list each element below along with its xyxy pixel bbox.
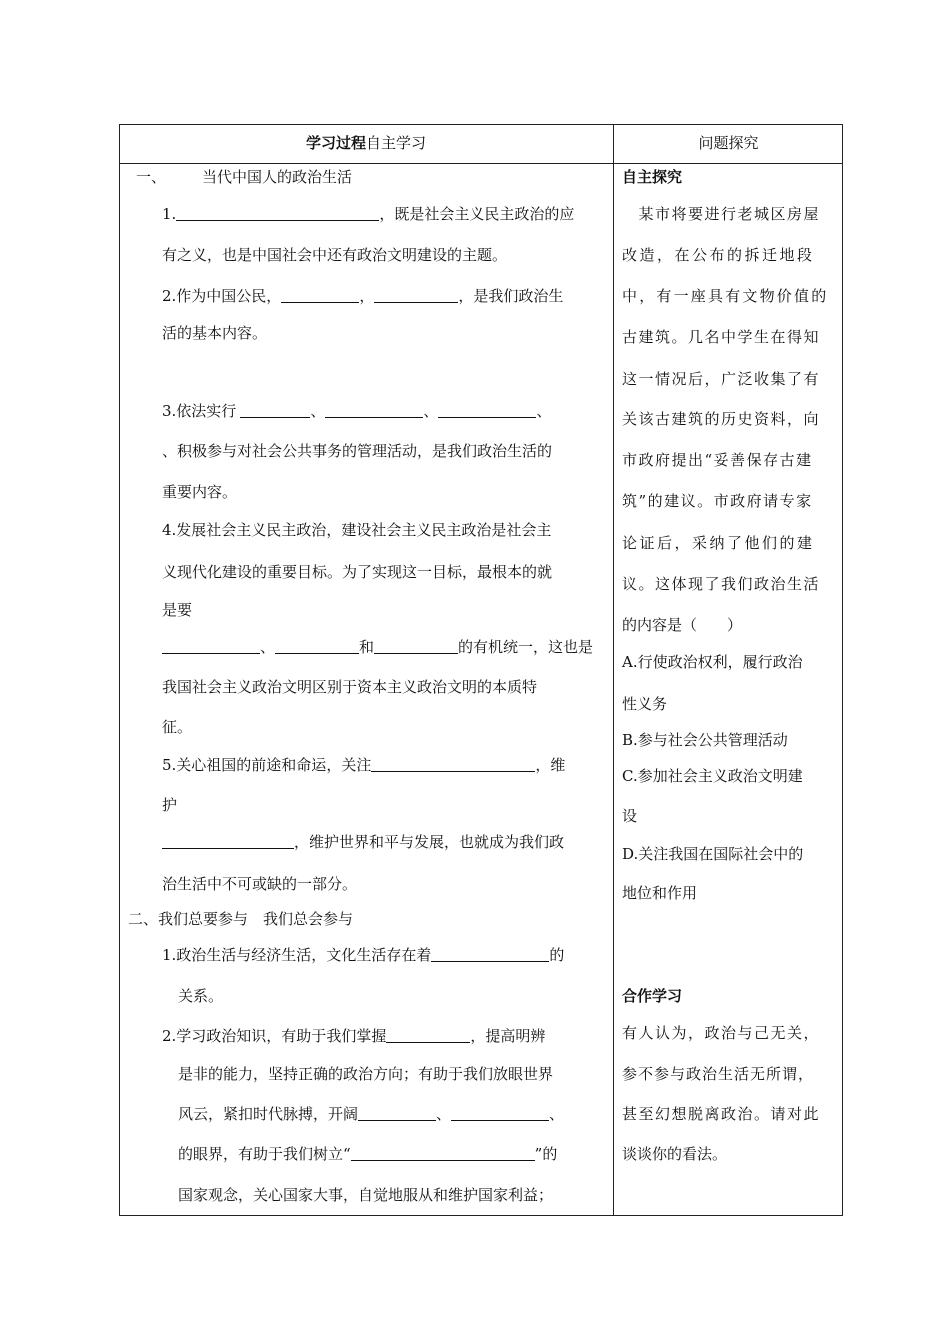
section-2-heading: 二、我们总要参与 我们总会参与	[128, 910, 354, 928]
text: 、	[310, 402, 326, 420]
text: ，是我们政治生	[458, 287, 564, 305]
section-1-heading	[136, 166, 352, 188]
item-3-line-1	[162, 400, 551, 422]
text: 、	[436, 1105, 452, 1123]
part2-item-2-line-4	[178, 1143, 557, 1165]
item-5-line-2: 护	[162, 796, 178, 814]
header-left	[119, 124, 613, 163]
text: 、	[536, 402, 552, 420]
part2-item-2-line-2: 是非的能力，坚持正确的政治方向；有助于我们放眼世界	[178, 1065, 554, 1083]
section-1-number: 一、	[136, 168, 167, 186]
text: ，既是社会主义民主政治的应	[379, 205, 575, 223]
blank[interactable]	[162, 637, 260, 654]
blank[interactable]	[358, 1104, 436, 1121]
blank[interactable]	[431, 945, 549, 962]
opt-line: C.参加社会主义政治文明建	[622, 767, 803, 785]
item-3-line-2: 、积极参与对社会公共事务的管理活动，是我们政治生活的	[162, 442, 553, 460]
p2-line: 有人认为，政治与己无关，	[622, 1024, 821, 1042]
section-1-title: 当代中国人的政治生活	[202, 168, 353, 186]
part2-item-2-line-1	[162, 1025, 545, 1047]
opt-line: 性义务	[622, 695, 668, 713]
text: 2.作为中国公民，	[162, 287, 282, 305]
text: 风云，紧扣时代脉搏，开阔	[178, 1105, 359, 1123]
item-5-line-4: 治生活中不可或缺的一部分。	[162, 875, 358, 893]
p1-line: 这一情况后，广泛收集了有	[622, 370, 821, 388]
blank[interactable]	[351, 1144, 535, 1161]
blank[interactable]	[386, 1026, 470, 1043]
blank[interactable]	[275, 637, 359, 654]
blank[interactable]	[451, 1104, 549, 1121]
opt-line: B.参与社会公共管理活动	[622, 731, 788, 749]
part2-item-2-line-3	[178, 1103, 564, 1125]
p1-line: 的内容是（ ）	[622, 616, 743, 634]
text: ”的	[534, 1145, 558, 1163]
text: 1.政治生活与经济生活，文化生活存在着	[162, 946, 432, 964]
header-left-bold: 学习过程	[305, 134, 366, 152]
item-4-line-2: 义现代化建设的重要目标。为了实现这一目标，最根本的就	[162, 563, 553, 581]
p2-line: 甚至幻想脱离政治。请对此	[622, 1105, 821, 1123]
text: ，	[359, 287, 375, 305]
p1-line: 古建筑。几名中学生在得知	[622, 328, 821, 346]
text: 5.关心祖国的前途和命运，关注	[162, 756, 372, 774]
text: 、	[423, 402, 439, 420]
item-1-line-1	[162, 203, 574, 225]
part2-item-1-line-2: 关系。	[178, 987, 224, 1005]
blank[interactable]	[281, 286, 359, 303]
p1-line: 筑”的建议。市政府请专家	[622, 492, 813, 510]
item-4-line-5: 我国社会主义政治文明区别于资本主义政治文明的本质特	[162, 678, 538, 696]
text: ，维	[535, 756, 566, 774]
text: 和	[359, 638, 375, 656]
blank[interactable]	[325, 401, 423, 418]
item-4-line-6: 征。	[162, 718, 193, 736]
p1-line: 议。这体现了我们政治生活	[622, 575, 821, 593]
blank[interactable]	[438, 401, 536, 418]
item-2-line-1	[162, 285, 563, 307]
header-left-normal: 自主学习	[366, 134, 427, 152]
cooperative-learning-title: 合作学习	[622, 987, 683, 1005]
p1-line: 中，有一座具有文物价值的	[622, 287, 829, 305]
p1-line: 某市将要进行老城区房屋	[622, 205, 821, 223]
item-2-line-2: 活的基本内容。	[162, 324, 268, 342]
text: ，维护世界和平与发展，也就成为我们政	[294, 833, 565, 851]
item-1-line-2: 有之义，也是中国社会中还有政治文明建设的主题。	[162, 246, 508, 264]
text: 的	[549, 946, 565, 964]
item-5-line-1	[162, 754, 565, 776]
blank[interactable]	[176, 204, 379, 221]
p2-line: 谈谈你的看法。	[622, 1145, 728, 1163]
header-right: 问题探究	[698, 134, 759, 152]
text: 1.	[162, 205, 177, 223]
text: ，提高明辨	[470, 1027, 546, 1045]
p2-line: 参不参与政治生活无所谓，	[622, 1065, 815, 1083]
item-4-line-1: 4.发展社会主义民主政治，建设社会主义民主政治是社会主	[162, 521, 552, 539]
part2-item-2-line-5: 国家观念，关心国家大事，自觉地服从和维护国家利益；	[178, 1186, 554, 1204]
blank[interactable]	[374, 286, 458, 303]
self-inquiry-title: 自主探究	[622, 168, 683, 186]
blank[interactable]	[240, 401, 310, 418]
opt-line: A.行使政治权利，履行政治	[622, 653, 803, 671]
item-4-line-4	[162, 636, 593, 658]
item-5-line-3	[162, 831, 564, 853]
text: 、	[549, 1105, 565, 1123]
column-divider	[613, 124, 614, 1216]
blank[interactable]	[371, 755, 535, 772]
text: 的眼界，有助于我们树立“	[178, 1145, 351, 1163]
p1-line: 论证后，采纳了他们的建	[622, 534, 815, 552]
opt-line: D.关注我国在国际社会中的	[622, 845, 804, 863]
part2-item-1-line-1	[162, 944, 564, 966]
p1-line: 市政府提出“妥善保存古建	[622, 451, 813, 469]
p1-line: 改造，在公布的拆迁地段	[622, 246, 815, 264]
opt-line: 设	[622, 807, 638, 825]
text: 、	[260, 638, 276, 656]
text: 的有机统一，这也是	[458, 638, 594, 656]
text: 2.学习政治知识，有助于我们掌握	[162, 1027, 387, 1045]
text: 3.依法实行	[162, 402, 237, 420]
opt-line: 地位和作用	[622, 884, 698, 902]
p1-line: 关该古建筑的历史资料，向	[622, 410, 821, 428]
blank[interactable]	[374, 637, 458, 654]
header-divider	[119, 163, 843, 164]
item-3-line-3: 重要内容。	[162, 483, 238, 501]
item-4-line-3: 是要	[162, 601, 193, 619]
blank[interactable]	[162, 832, 294, 849]
